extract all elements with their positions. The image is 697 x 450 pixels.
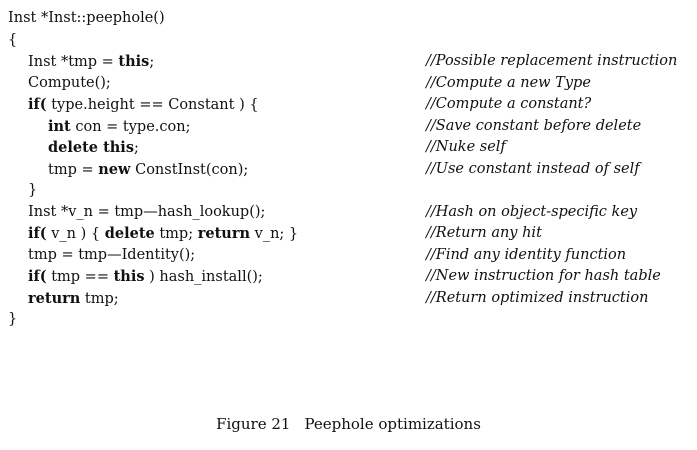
code-comment: //New instruction for hash table [426,268,661,284]
code-comment: //Find any identity function [426,246,627,263]
code-fragment: tmp; [80,290,119,307]
code-text [8,30,17,52]
code-text [28,245,195,267]
code-text [28,73,111,95]
code-fragment: } [28,182,38,198]
code-fragment: Compute(); [28,74,111,91]
code-text [28,94,259,117]
code-fragment: Inst *Inst::peephole() [8,10,165,26]
code-keyword: this [113,268,145,285]
code-fragment: tmp = tmp—Identity(); [28,246,196,263]
code-fragment: ; [149,54,155,70]
code-line [8,245,689,267]
code-keyword: return [28,289,81,307]
code-comment: //Use constant instead of self [426,160,640,177]
code-keyword: if( [28,225,47,242]
code-comment: //Hash on object-specific key [426,203,638,220]
code-fragment: Inst *tmp = [28,54,119,70]
code-fragment: tmp == [46,269,114,285]
code-keyword: if( [28,268,47,285]
code-fragment: type.height == Constant ) { [46,97,259,113]
code-line [8,180,689,202]
code-fragment: ) hash_install(); [144,269,263,285]
code-text [48,159,248,182]
code-line [8,159,689,181]
code-text [28,266,263,289]
code-line [8,116,689,138]
code-comment: //Save constant before delete [426,117,642,134]
code-fragment: tmp; [154,226,198,242]
code-comment: //Nuke self [426,139,506,155]
code-fragment: v_n; } [250,226,299,242]
code-line [8,288,689,310]
code-text [8,309,17,331]
code-fragment: con = type.con; [70,118,191,135]
code-fragment: Inst *v_n = tmp—hash_lookup(); [28,203,266,220]
code-line [8,266,689,288]
code-line [8,309,689,331]
code-fragment: tmp = [48,161,99,178]
figure-caption-label: Figure 21 [216,415,291,433]
code-line [8,94,689,116]
code-text [48,137,139,160]
code-listing [8,8,689,331]
code-fragment: } [8,311,18,327]
code-text [48,116,190,139]
code-fragment: ; [133,140,139,156]
figure-caption-text: Peephole optimizations [304,415,481,433]
code-comment: //Return optimized instruction [426,289,649,306]
code-keyword: delete this [48,139,134,156]
code-line [8,51,689,73]
code-keyword: this [118,53,150,70]
figure-caption [0,415,697,433]
code-text [8,8,165,30]
code-line [8,8,689,30]
code-comment: //Compute a new Type [426,74,591,91]
code-keyword: if( [28,96,47,113]
code-line [8,223,689,245]
code-keyword: delete [104,225,155,242]
code-fragment: ConstInst(con); [130,161,249,178]
code-line [8,73,689,95]
code-text [28,180,37,202]
code-line [8,30,689,52]
code-comment: //Possible replacement instruction [426,53,678,69]
code-keyword: return [197,225,251,242]
code-keyword: new [98,160,131,178]
code-line [8,202,689,224]
code-comment: //Return any hit [426,225,542,241]
code-text [28,288,119,311]
code-text [28,202,265,224]
code-keyword: int [48,117,71,135]
code-fragment: { [8,31,18,48]
code-fragment: v_n ) { [46,226,105,242]
code-comment: //Compute a constant? [426,96,592,112]
code-text [28,51,154,74]
code-text [28,223,298,246]
code-line [8,137,689,159]
